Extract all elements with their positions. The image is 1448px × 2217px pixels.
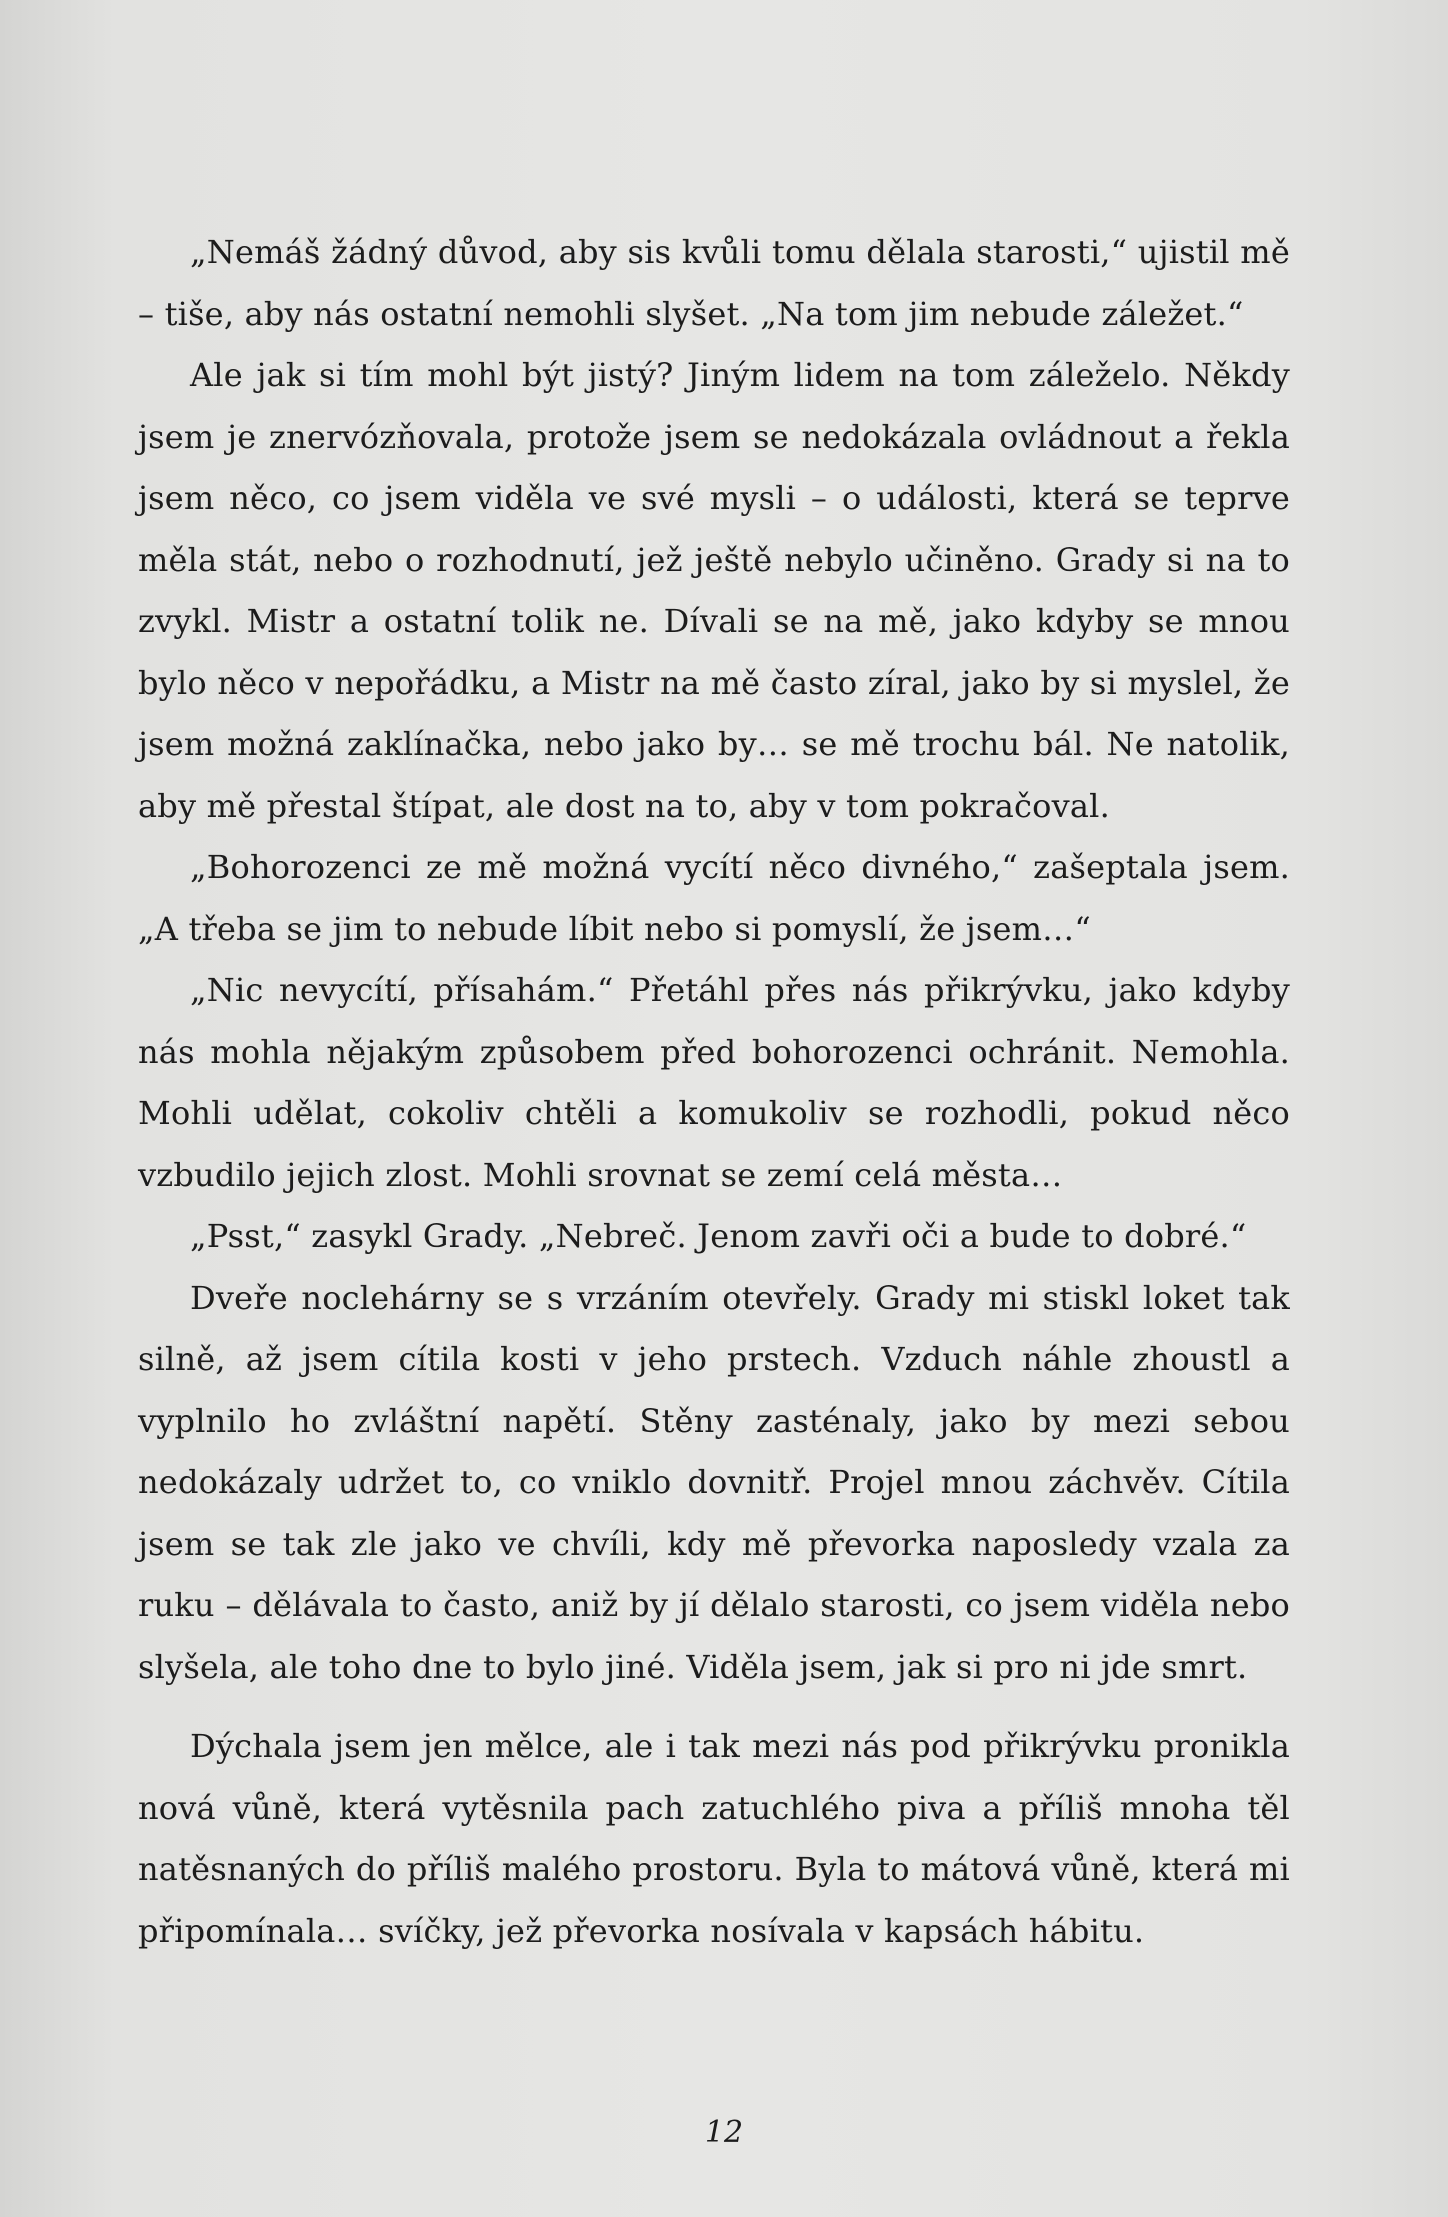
paragraph-3: „Bohorozenci ze mě možná vycítí něco divného,“ zašeptala jsem. „A třeba se jim to nebude líbit nebo si pomyslí, že jsem…“	[138, 848, 1290, 948]
page-number: 12	[704, 2115, 744, 2150]
paragraph-5: „Psst,“ zasykl Grady. „Nebreč. Jenom zavři oči a bude to dobré.“	[190, 1217, 1247, 1255]
paragraph-4: „Nic nevycítí, přísahám.“ Přetáhl přes nás přikrývku, jako kdyby nás mohla nějakým způsobem před bohorozenci ochránit. Nemohla. Mohli udělat, cokoliv chtěli a komukoliv se rozhodli, pokud něco vzbudilo jejich zlost. Mohli srovnat se zemí celá města…	[138, 971, 1290, 1194]
paragraph-2: Ale jak si tím mohl být jistý? Jiným lidem na tom záleželo. Někdy jsem je znervózňovala, protože jsem se nedokázala ovládnout a řekla jsem něco, co jsem viděla ve své mysli – o události, která se teprve měla stát, nebo o rozhodnutí, jež ještě nebylo učiněno. Grady si na to zvykl. Mistr a ostatní tolik ne. Dívali se na mě, jako kdyby se mnou bylo něco v nepořádku, a Mistr na mě často zíral, jako by si myslel, že jsem možná zaklínačka, nebo jako by… se mě trochu bál. Ne natolik, aby mě přestal štípat, ale dost na to, aby v tom pokračoval.	[138, 356, 1290, 825]
paragraph-6: Dveře noclehárny se s vrzáním otevřely. Grady mi stiskl loket tak silně, až jsem cítila kosti v jeho prstech. Vzduch náhle zhoustl a vyplnilo ho zvláštní napětí. Stěny zasténaly, jako by mezi sebou nedokázaly udržet to, co vniklo dovnitř. Projel mnou záchvěv. Cítila jsem se tak zle jako ve chvíli, kdy mě převorka naposledy vzala za ruku – dělávala to často, aniž by jí dělalo starosti, co jsem viděla nebo slyšela, ale toho dne to bylo jiné. Viděla jsem, jak si pro ni jde smrt.	[138, 1278, 1290, 1686]
body-text	[138, 222, 1290, 1962]
paragraph-7: Dýchala jsem jen mělce, ale i tak mezi nás pod přikrývku pronikla nová vůně, která vytěsnila pach zatuchlého piva a příliš mnoha těl natěsnaných do příliš malého prostoru. Byla to mátová vůně, která mi připomínala… svíčky, jež převorka nosívala v kapsách hábitu.	[138, 1727, 1290, 1950]
paragraph-1: „Nemáš žádný důvod, aby sis kvůli tomu dělala starosti,“ ujistil mě – tiše, aby nás ostatní nemohli slyšet. „Na tom jim nebude záležet.“	[138, 233, 1290, 333]
